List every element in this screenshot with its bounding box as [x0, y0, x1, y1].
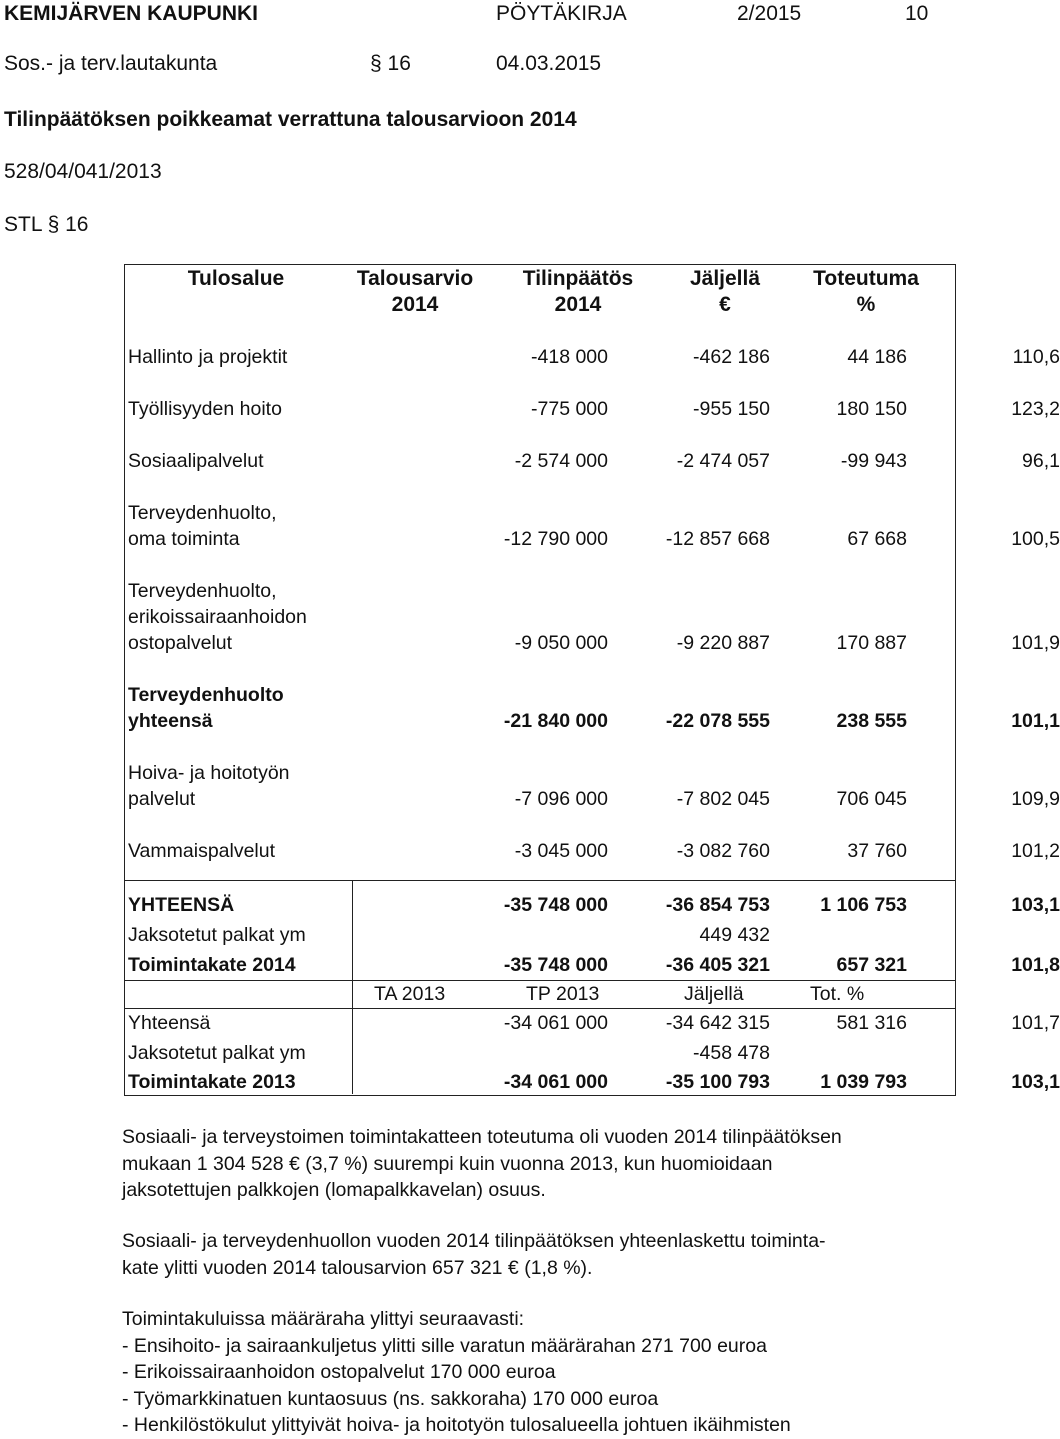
section-number: § 16 [370, 52, 411, 75]
cell-tot: 101,7 [1011, 1012, 1060, 1034]
cell-jal: 37 760 [847, 840, 907, 862]
cell-ta: -2 574 000 [514, 450, 608, 472]
column-header-3: Jäljellä € [689, 267, 761, 316]
cell-tot: 103,1 [1011, 1071, 1060, 1093]
paragraph-total: Sosiaali- ja terveydenhuollon vuoden 2014 tilinpäätöksen yhteenlaskettu toiminta- kate ylitti vuoden 2014 talousarvion 657 321 € (1,8 %). [122, 1230, 826, 1279]
row-label: Jaksotetut palkat ym [128, 1042, 306, 1064]
page-title: Tilinpäätöksen poikkeamat verrattuna talousarvioon 2014 [4, 108, 577, 131]
cell-ta: -34 061 000 [503, 1012, 608, 1034]
board-name: Sos.- ja terv.lautakunta [4, 52, 218, 75]
row-label: Yhteensä [128, 1012, 211, 1034]
doc-number: 2/2015 [737, 2, 802, 25]
org-name: KEMIJÄRVEN KAUPUNKI [4, 2, 258, 25]
cell-tot: 101,9 [1011, 632, 1060, 654]
cell-tp: -36 405 321 [665, 954, 770, 976]
cell-tp: -955 150 [693, 398, 770, 420]
cell-ta: -35 748 000 [503, 954, 608, 976]
subheader-cell: Tot. % [810, 983, 865, 1005]
column-header-1: Talousarvio 2014 [356, 267, 474, 316]
column-header-4: Toteutuma % [813, 267, 919, 316]
table-divider [124, 880, 956, 881]
cell-tp: 449 432 [699, 924, 770, 946]
row-label: Työllisyyden hoito [128, 398, 282, 420]
cell-tp: -458 478 [693, 1042, 770, 1064]
cell-jal: 238 555 [836, 710, 907, 732]
cell-tp: -462 186 [693, 346, 770, 368]
cell-tot: 100,5 [1011, 528, 1060, 550]
reference-number: 528/04/041/2013 [4, 160, 162, 183]
subheader-cell: TP 2013 [526, 983, 600, 1005]
cell-tot: 103,1 [1011, 894, 1060, 916]
cell-jal: 657 321 [836, 954, 907, 976]
cell-tot: 101,8 [1011, 954, 1060, 976]
cell-ta: -35 748 000 [503, 894, 608, 916]
paragraph-overruns: Toimintakuluissa määräraha ylittyi seuraavasti: - Ensihoito- ja sairaankuljetus ylitti sille varatun määrärahan 271 700 euroa - Erikoissairaanhoidon ostopalvelut 170 000 euroa - Työmarkkinatuen kuntaosuus (ns. sakkoraha) 170 000 euroa - Henkilöstökulut ylittyivät hoiva- ja hoitotyön tulosalueella johtuen ikäihmisten [122, 1308, 791, 1436]
cell-tot: 109,9 [1011, 788, 1060, 810]
doc-type: PÖYTÄKIRJA [496, 2, 627, 25]
row-label: Terveydenhuolto, erikoissairaanhoidon ostopalvelut [128, 580, 307, 654]
row-label: Terveydenhuolto, oma toiminta [128, 502, 277, 550]
cell-tp: -34 642 315 [665, 1012, 770, 1034]
cell-jal: 44 186 [847, 346, 907, 368]
stl-section: STL § 16 [4, 213, 89, 236]
row-label: Hallinto ja projektit [128, 346, 288, 368]
cell-ta: -418 000 [531, 346, 608, 368]
page-number: 10 [905, 2, 929, 25]
row-label: Toimintakate 2013 [128, 1071, 296, 1093]
cell-jal: -99 943 [840, 450, 907, 472]
cell-tp: -22 078 555 [665, 710, 770, 732]
cell-tot: 101,1 [1011, 710, 1060, 732]
meeting-date: 04.03.2015 [496, 52, 602, 75]
cell-tp: -36 854 753 [665, 894, 770, 916]
cell-jal: 581 316 [836, 1012, 907, 1034]
row-label: Terveydenhuolto yhteensä [128, 684, 284, 732]
cell-jal: 170 887 [836, 632, 907, 654]
cell-tot: 96,1 [1022, 450, 1060, 472]
table-column-divider [352, 880, 353, 1094]
cell-ta: -34 061 000 [503, 1071, 608, 1093]
paragraph-summary: Sosiaali- ja terveystoimen toimintakatteen toteutuma oli vuoden 2014 tilinpäätöksen mukaan 1 304 528 € (3,7 %) suurempi kuin vuonna 2013, kun huomioidaan jaksotettujen palkkojen (lomapalkkavelan) osuus. [122, 1126, 842, 1201]
cell-jal: 67 668 [847, 528, 907, 550]
subheader-cell: TA 2013 [374, 983, 446, 1005]
cell-tp: -12 857 668 [665, 528, 770, 550]
cell-tp: -7 802 045 [676, 788, 770, 810]
row-label: Sosiaalipalvelut [128, 450, 264, 472]
cell-tp: -35 100 793 [665, 1071, 770, 1093]
table-divider [124, 1008, 956, 1009]
cell-tot: 101,2 [1011, 840, 1060, 862]
cell-ta: -3 045 000 [514, 840, 608, 862]
row-label: Hoiva- ja hoitotyön palvelut [128, 762, 290, 810]
subheader-cell: Jäljellä [684, 983, 744, 1005]
cell-jal: 1 106 753 [820, 894, 907, 916]
cell-tot: 123,2 [1011, 398, 1060, 420]
row-label: YHTEENSÄ [128, 894, 235, 916]
cell-jal: 180 150 [836, 398, 907, 420]
cell-jal: 706 045 [836, 788, 907, 810]
cell-jal: 1 039 793 [820, 1071, 907, 1093]
cell-ta: -9 050 000 [514, 632, 608, 654]
cell-ta: -775 000 [531, 398, 608, 420]
cell-ta: -7 096 000 [514, 788, 608, 810]
cell-ta: -12 790 000 [503, 528, 608, 550]
row-label: Jaksotetut palkat ym [128, 924, 306, 946]
column-header-0: Tulosalue [187, 267, 285, 290]
row-label: Toimintakate 2014 [128, 954, 296, 976]
row-label: Vammaispalvelut [128, 840, 276, 862]
cell-tp: -9 220 887 [676, 632, 770, 654]
cell-tp: -2 474 057 [676, 450, 770, 472]
cell-ta: -21 840 000 [503, 710, 608, 732]
cell-tot: 110,6 [1012, 346, 1060, 368]
column-header-2: Tilinpäätös 2014 [522, 267, 634, 316]
cell-tp: -3 082 760 [676, 840, 770, 862]
